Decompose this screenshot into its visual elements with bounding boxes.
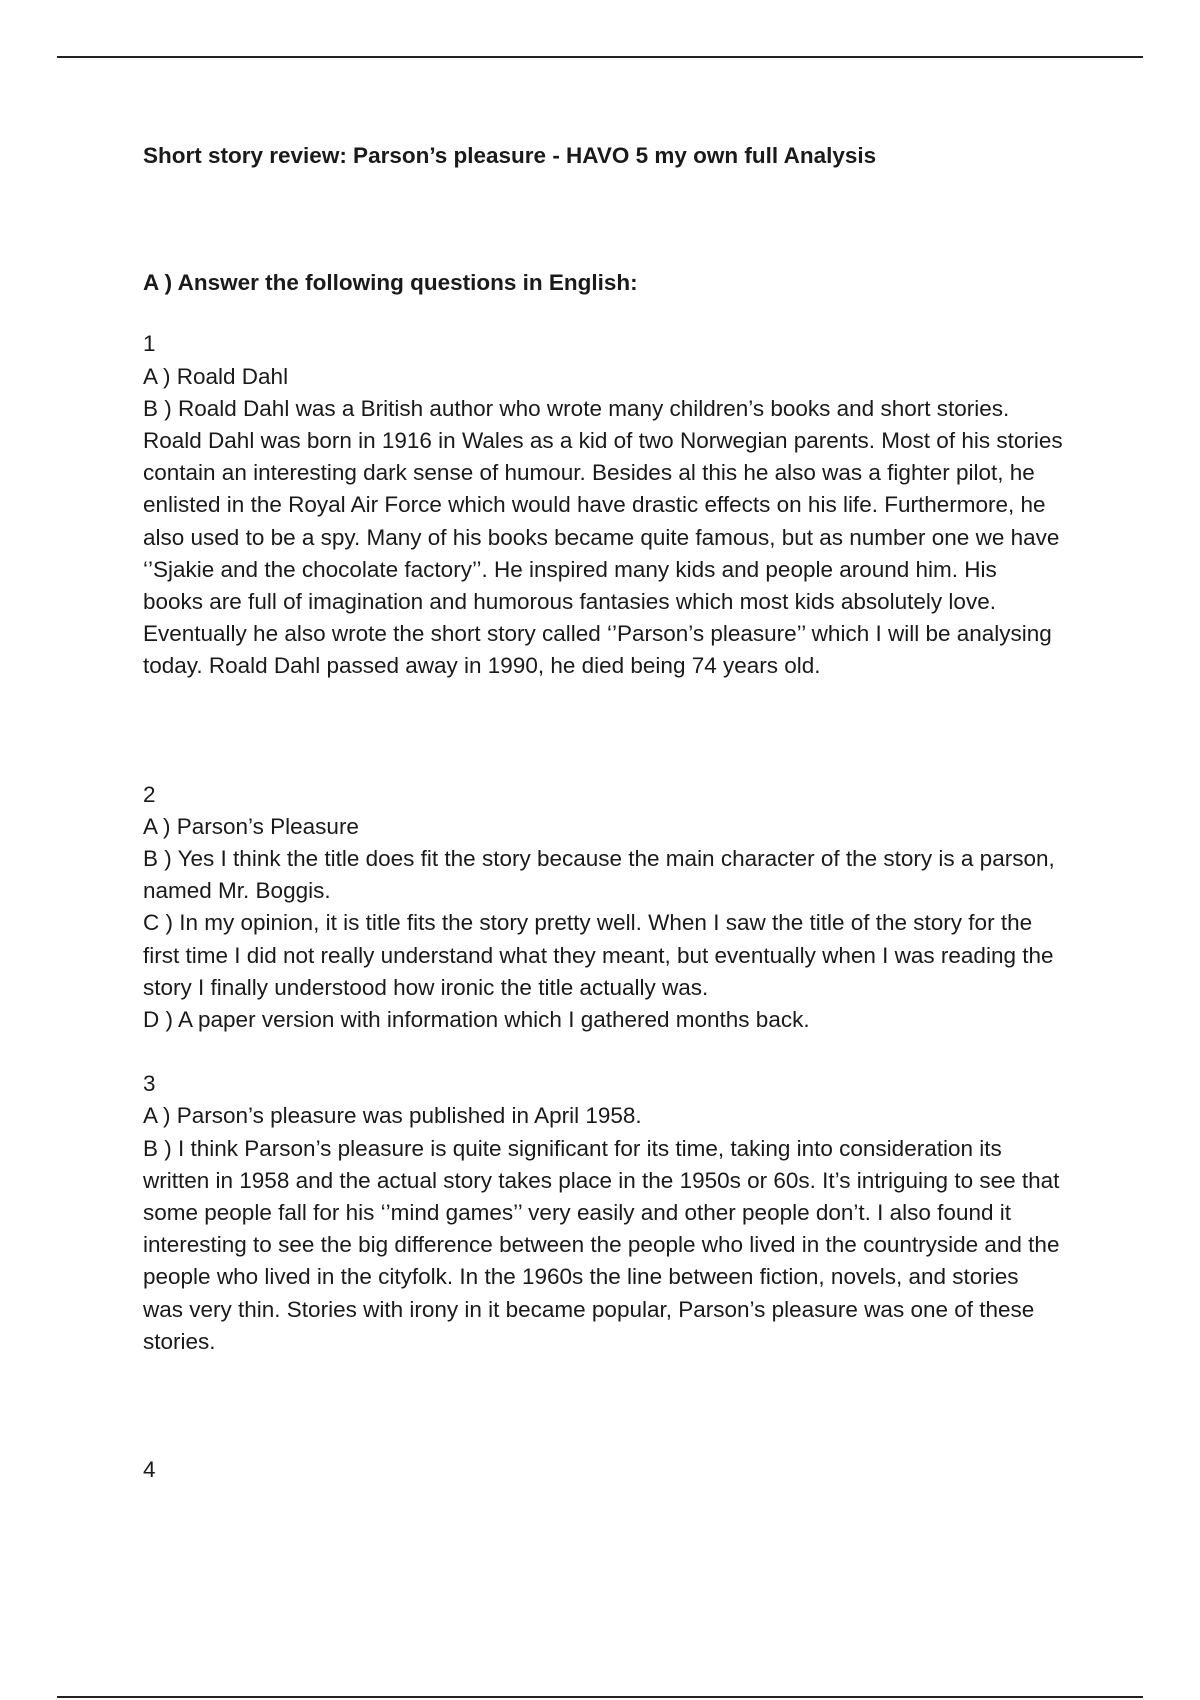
question-number: 2 (143, 781, 156, 807)
question-number: 4 (143, 1457, 156, 1483)
bottom-horizontal-rule (57, 1696, 1143, 1698)
document-title: Short story review: Parson’s pleasure - HAVO 5 my own full Analysis (143, 143, 877, 168)
answer-2c: C ) In my opinion, it is title fits the story pretty well. When I saw the title of the story for the first time I did not really understand what they meant, but eventually when I was reading the story I finally understood how ironic the title actually was. (143, 910, 1054, 1000)
answer-2b: B ) Yes I think the title does fit the story because the main character of the story is a parson, named Mr. Boggis. (143, 846, 1055, 904)
answer-2d: D ) A paper version with information which I gathered months back. (143, 1007, 810, 1033)
document-body (143, 140, 1063, 1486)
question-number: 1 (143, 331, 156, 357)
answer-1b: B ) Roald Dahl was a British author who wrote many children’s books and short stories. Roald Dahl was born in 1916 in Wales as a kid of two Norwegian parents. Most of his stories contain an interesting dark sense of humour. Besides al this he also was a fighter pilot, he enlisted in the Royal Air Force which would have drastic effects on his life. Furthermore, he also used to be a spy. Many of his books became quite famous, but as number one we have ‘’Sjakie and the chocolate factory’’. He inspired many kids and people around him. His books are full of imagination and humorous fantasies which most kids absolutely love. Eventually he also wrote the short story called ‘’Parson’s pleasure’’ which I will be analysing today. Roald Dahl passed away in 1990, he died being 74 years old. (143, 395, 1063, 679)
answer-3b: B ) I think Parson’s pleasure is quite significant for its time, taking into consideration its written in 1958 and the actual story takes place in the 1950s or 60s. It’s intriguing to see that some people fall for his ‘’mind games’’ very easily and other people don’t. I also found it interesting to see the big difference between the people who lived in the countryside and the people who lived in the cityfolk. In the 1960s the line between fiction, novels, and stories was very thin. Stories with irony in it became popular, Parson’s pleasure was one of these stories. (143, 1135, 1060, 1354)
question-2 (143, 779, 1063, 1037)
answer-1a: A ) Roald Dahl (143, 363, 289, 389)
question-1 (143, 328, 1063, 682)
answer-3a: A ) Parson’s pleasure was published in April 1958. (143, 1103, 642, 1129)
question-number: 3 (143, 1071, 156, 1097)
answer-2a: A ) Parson’s Pleasure (143, 813, 359, 839)
top-horizontal-rule (57, 56, 1143, 58)
question-3 (143, 1068, 1063, 1358)
section-instruction: A ) Answer the following questions in English: (143, 270, 638, 296)
question-4 (143, 1454, 1063, 1486)
